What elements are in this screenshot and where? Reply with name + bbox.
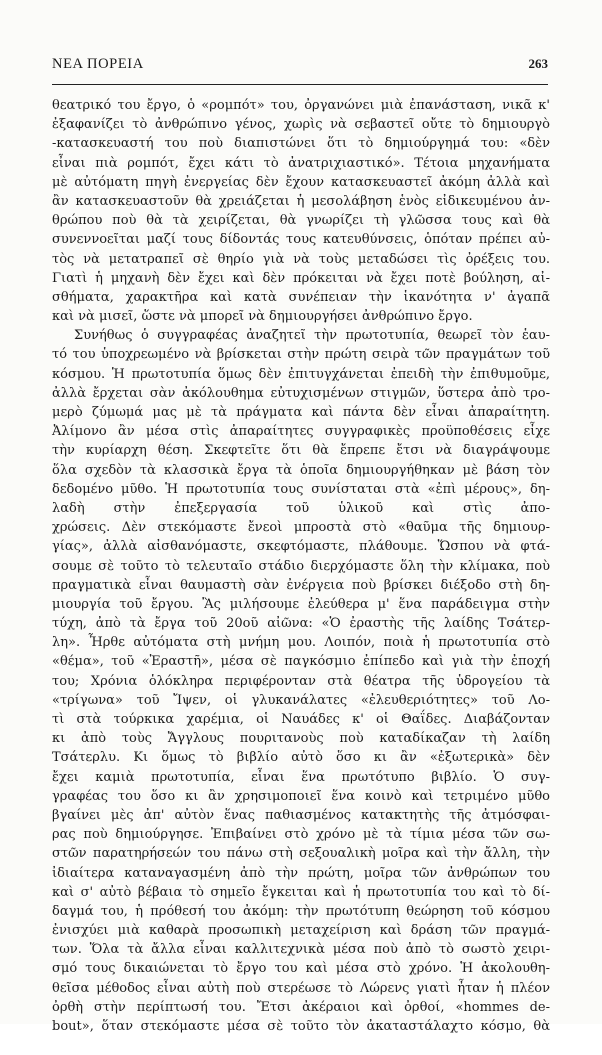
- text-line: μὲ αὐτόματη πηγὴ ἐνεργείας δὲν ἔχουν κατασκευαστεῖ ἀκόμη ἀλλὰ καὶ: [52, 174, 550, 190]
- text-line: καὶ νὰ μισεῖ, ὥστε νὰ μπορεῖ νὰ δημιουργήσει ἀνθρώπινο ἔργο.: [52, 309, 473, 325]
- text-line: εἶναι πιὰ ρομπότ, ἔχει κάτι τὸ ἀνατριχιαστικό». Τέτοια μηχανήματα: [52, 155, 550, 171]
- text-line: Συνήθως ὁ συγγραφέας ἀναζητεῖ τὴν πρωτοτυπία, θεωρεῖ τὸν ἑαυ-: [74, 328, 550, 344]
- text-line: μερὸ ζύμωμά μας μὲ τὰ πράγματα καὶ πάντα δὲν εἶναι ἀπαραίτητη.: [52, 405, 550, 420]
- text-line: γίας», ἀλλὰ αἰσθανόμαστε, σκεφτόμαστε, πλάθουμε. Ὥσπου νὰ φτά-: [52, 539, 550, 555]
- text-line: Ἀλίμονο ἂν μέσα στὶς ἀπαραίτητες συγγραφικὲς προϋποθέσεις εἶχε: [52, 424, 550, 440]
- text-line: τό του ὑποχρεωμένο νὰ βρίσκεται στὴν πρώτη σειρὰ τῶν πραγμάτων τοῦ: [52, 347, 550, 363]
- running-title: ΝΕΑ ΠΟΡΕΙΑ: [52, 56, 144, 72]
- text-line: κι ἀπὸ τοὺς Ἄγγλους πουριτανοὺς ποὺ καταδίκαζαν τὴ λαίδη: [52, 731, 550, 747]
- text-line: θεῖσα μέθοδος εἶναι αὐτὴ ποὺ στερέωσε τὸ Λώρενς γιατὶ ἦταν ἡ πλέον: [52, 980, 550, 996]
- text-line: των. Ὅλα τὰ ἄλλα εἶναι καλλιτεχνικὰ μέσα ποὺ ἀπὸ τὸ σωστὸ χειρι-: [52, 942, 550, 958]
- text-line: σθήματα, χαρακτῆρα καὶ κατὰ συνέπειαν τὴν ἱκανότητα ν' ἀγαπᾶ: [52, 289, 550, 305]
- text-line: ὀρθὴ στὴν περίπτωσή του. Ἔτσι ἀκέραιοι καὶ ὀρθοί, «hommes de-: [52, 999, 550, 1015]
- page-header: [52, 52, 548, 76]
- text-line: Τσάτερλυ. Κι ὅμως τὸ βιβλίο αὐτὸ ὅσο κι ἂν «ἐξωτερικὰ» δὲν: [52, 750, 550, 766]
- text-line: δεδομένο μῦθο. Ἡ πρωτοτυπία τους συνίσταται στὰ «ἐπὶ μέρους», δη-: [52, 481, 550, 497]
- header-rule: [52, 84, 548, 85]
- text-line: [52, 1036, 550, 1055]
- text-line: δαγμά του, ἡ πρόθεσή του ἀκόμη: τὴν πρωτότυπη θεώρηση τοῦ κόσμου: [52, 903, 550, 919]
- text-line: κόσμου. Ἡ πρωτοτυπία ὅμως δὲν ἐπιτυγχάνεται ἐπειδὴ τὴν ἐπιθυμοῦμε,: [52, 366, 550, 382]
- text-line: «θέμα», τοῦ «Ἐραστῆ», μέσα σὲ παγκόσμιο ἐπίπεδο καὶ γιὰ τὴν ἐποχή: [52, 654, 550, 670]
- text-line: ὅλα σχεδὸν τὰ κλασσικὰ ἔργα τὰ ὁποῖα δημιουργήθηκαν μὲ βάση τὸν: [52, 462, 550, 478]
- text-line: ἀλλὰ ἔρχεται σὰν ἀκόλουθημα εὐτυχισμένων στιγμῶν, ὕστερα ἀπὸ τρο-: [52, 385, 550, 401]
- text-line: ἰδιαίτερα καταναγασμένη ἀπὸ τὴν πρώτη, μοῖρα τῶν ἀνθρώπων του: [52, 865, 550, 881]
- text-line: -κατασκευαστή του ποὺ διαπιστώνει ὅτι τὸ δημιούργημά του: «δὲν: [52, 136, 550, 152]
- text-line: μιουργία τοῦ ἔργου. Ἂς μιλήσουμε ἐλεύθερα μ' ἕνα παράδειγμα στὴν: [52, 596, 550, 612]
- text-line: θρώπου ποὺ θὰ τὰ χειρίζεται, θὰ γνωρίζει τὴ γλῶσσα τους καὶ θὰ: [52, 213, 550, 229]
- text-line: συνεννοεῖται μαζί τους δίδοντάς τους κατευθύνσεις, ὁπόταν πρέπει αὐ-: [52, 232, 550, 248]
- text-line: τὴν κυρίαρχη θέση. Σκεφτεῖτε ὅτι θὰ ἔπρεπε ἔτσι νὰ διαγράψουμε: [52, 443, 550, 459]
- text-line: στῶν παρατηρήσεών του πάνω στὴ σεξουαλικὴ μοῖρα καὶ τὴν ἄλλη, τὴν: [52, 846, 550, 862]
- text-line: βγαίνει μὲς ἀπ' αὐτὸν ἕνας παθιασμένος κατακτητὴς τῆς ἀτμόσφαι-: [52, 807, 550, 823]
- text-line: τὸς νὰ μετατραπεῖ σὲ θηρίο γιὰ νὰ τοὺς μεταδώσει τὶς ὀρέξεις του.: [52, 251, 550, 267]
- text-line: λαδὴ στὴν ἐπεξεργασία τοῦ ὑλικοῦ καὶ στὶς ἀπο-: [52, 500, 550, 516]
- text-line: λη». Ἦρθε αὐτόματα στὴ μνήμη μου. Λοιπόν, ποιὰ ἡ πρωτοτυπία στὸ: [52, 635, 550, 651]
- text-line: τὶ στὰ τούρκικα χαρέμια, οἱ Ναυάδες κ' οἱ Θαΐδες. Διαβάζονταν: [52, 712, 550, 727]
- text-line: γραφέας του ὅσο κι ἂν χρησιμοποιεῖ ἕνα κοινὸ καὶ τετριμένο μῦθο: [52, 788, 550, 804]
- text-line: Γιατὶ ἡ μηχανὴ δὲν ἔχει καὶ δὲν πρόκειται νὰ ἔχει ποτὲ βούληση, αἰ-: [52, 270, 550, 286]
- text-line: ἐνισχύει μιὰ καθαρὰ προσωπικὴ μεταχείριση καὶ δράση τῶν πραγμά-: [52, 923, 550, 939]
- text-line: bout», ὅταν στεκόμαστε μέσα σὲ τοῦτο τὸν ἀκαταστάλαχτο κόσμο, θὰ: [52, 1019, 550, 1034]
- body-text: [52, 96, 550, 1055]
- text-line: ἔχει καμιὰ πρωτοτυπία, εἶναι ἕνα πρωτότυπο βιβλίο. Ὁ συγ-: [52, 769, 550, 785]
- text-line: ἐξαφανίζει τὸ ἀνθρώπινο γένος, χωρὶς νὰ σεβαστεῖ οὔτε τὸ δημιουργὸ: [52, 117, 550, 133]
- page-number: 263: [528, 56, 548, 71]
- text-line: σουμε σὲ τοῦτο τὸ τελευταῖο στάδιο διερχόμαστε ὅλη τὴν κλίμακα, ποὺ: [52, 558, 550, 574]
- text-line: θεατρικό του ἔργο, ὁ «ρομπότ» του, ὀργανώνει μιὰ ἐπανάσταση, νικᾶ κ': [52, 98, 550, 113]
- text-line: χρώσεις. Δὲν στεκόμαστε ἔνεοὶ μπροστὰ στὸ «θαῦμα τῆς δημιουρ-: [52, 520, 550, 536]
- text-line: καὶ σ' αὐτὸ βέβαια τὸ σημεῖο ἔγκειται καὶ ἡ πρωτοτυπία του καὶ τὸ δί-: [52, 884, 550, 900]
- text-line: του; Χρόνια ὁλόκληρα περιφέρονταν στὰ θέατρα τῆς ὑδρογείου τὰ: [52, 673, 550, 689]
- text-line: τύχη, ἀπὸ τὰ ἔργα τοῦ 20οῦ αἰῶνα: «Ὁ ἐραστὴς τῆς λαίδης Τσάτερ-: [52, 616, 550, 632]
- text-line: ἂν κατασκευαστοῦν θὰ χρειάζεται ἡ μεσολάβηση ἑνὸς εἰδικευμένου ἀν-: [52, 193, 550, 209]
- text-line: ρας ποὺ δημιούργησε. Ἐπιβαίνει στὸ χρόνο μὲ τὰ τίμια μέσα τῶν σω-: [52, 827, 550, 843]
- text-line: σμό τους δικαιώνεται τὸ ἔργο του καὶ μέσα στὸ χρόνο. Ἡ ἀκολουθη-: [52, 961, 550, 977]
- text-line: «τρίγωνα» τοῦ Ἴψεν, οἱ γλυκανάλατες «ἐλευθεριότητες» τοῦ Λο-: [52, 692, 550, 708]
- text-line: πραγματικὰ εἶναι θαυμαστὴ σὰν ἐνέργεια ποὺ βρίσκει διέξοδο στὴ δη-: [52, 577, 550, 593]
